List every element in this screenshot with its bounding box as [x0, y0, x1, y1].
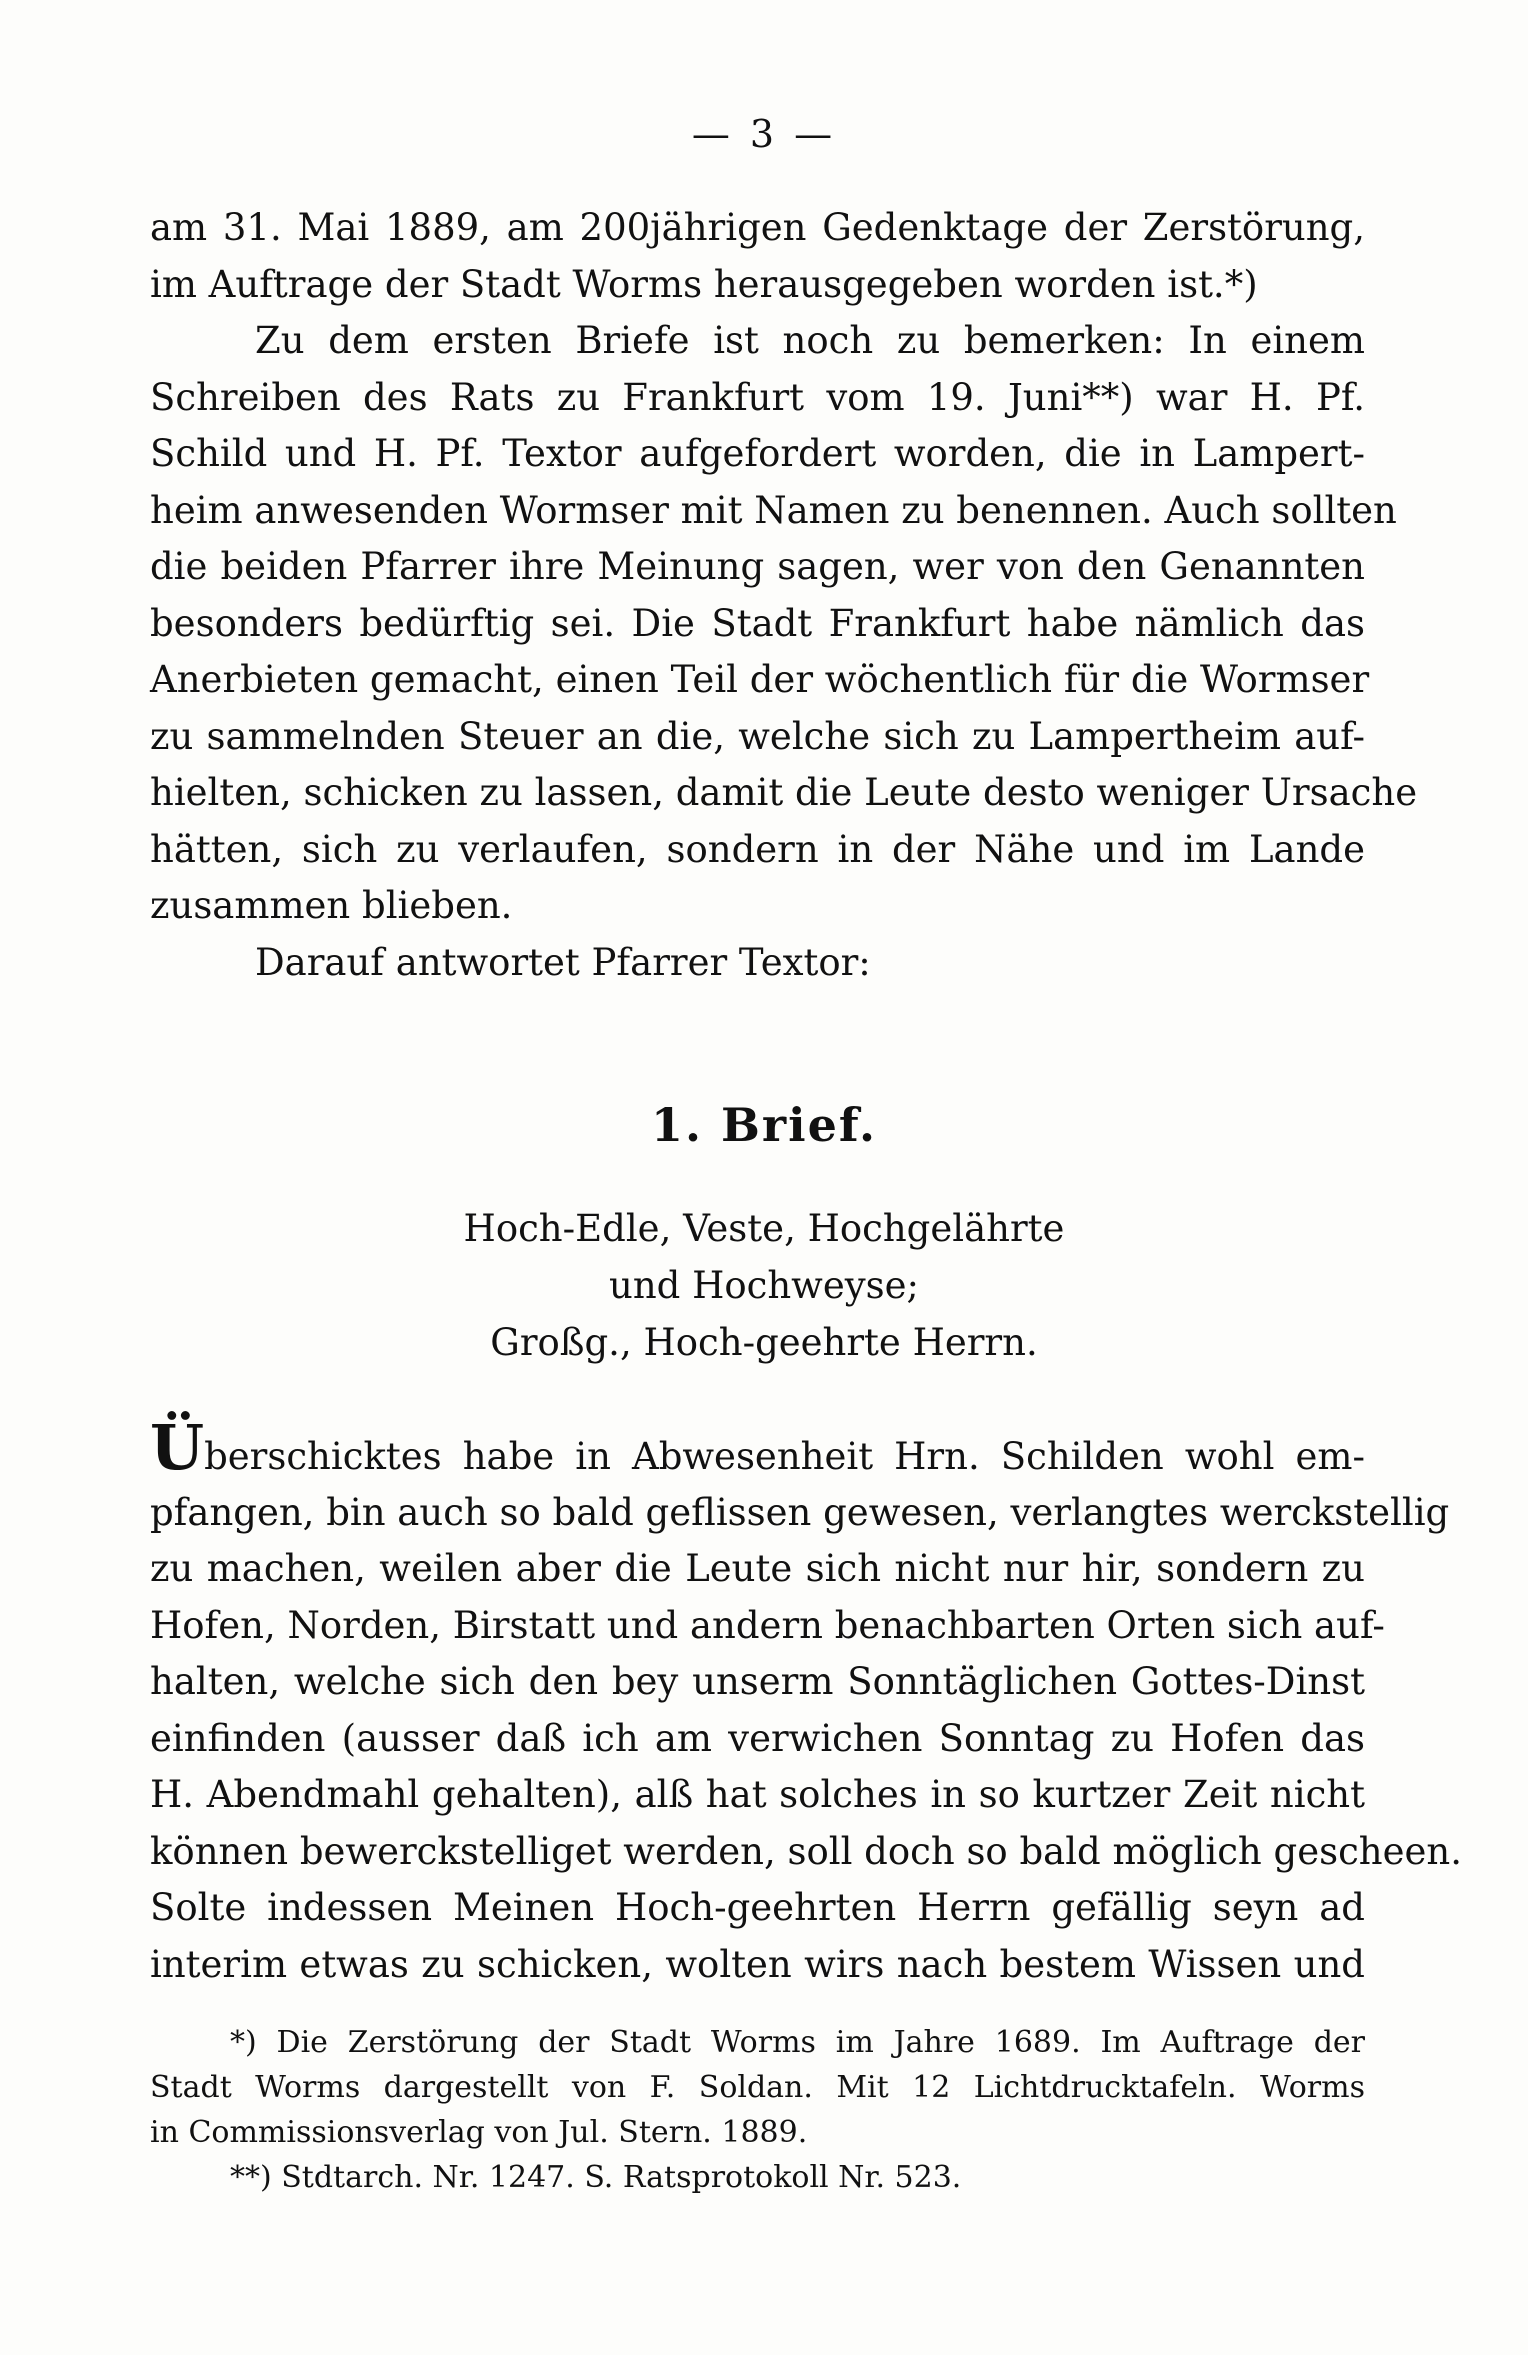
- text-line: Anerbieten gemacht, einen Teil der wöchentlich für die Wormser: [150, 658, 1370, 701]
- letter-body: [150, 1411, 1463, 1993]
- footnotes: [150, 2020, 1365, 2200]
- footnote-line: **) Stdtarch. Nr. 1247. S. Ratsprotokoll Nr. 523.: [230, 2160, 962, 2195]
- text-line: Darauf antwortet Pfarrer Textor:: [255, 940, 871, 984]
- text-line: halten, welche sich den bey unserm Sonntäglichen Gottes-Dinst: [150, 1660, 1365, 1703]
- first-line-rest: berschicktes habe in Abwesenheit Hrn. Schilden wohl em-: [204, 1435, 1365, 1478]
- letter-heading: 1. Brief.: [650, 1098, 878, 1152]
- text-line: am 31. Mai 1889, am 200jährigen Gedenktage der Zerstörung,: [150, 206, 1365, 249]
- letter-first-line: [150, 1411, 1365, 1485]
- salutation-line: Hoch-Edle, Veste, Hochgelährte: [463, 1207, 1065, 1250]
- page-number: — 3 —: [691, 112, 837, 156]
- text-line: pfangen, bin auch so bald geflissen gewesen, verlangtes werckstellig: [150, 1490, 1450, 1534]
- text-line: Schild und H. Pf. Textor aufgefordert worden, die in Lampert-: [150, 432, 1365, 475]
- text-line: heim anwesenden Wormser mit Namen zu benennen. Auch sollten: [150, 488, 1397, 532]
- text-line: hielten, schicken zu lassen, damit die Leute desto weniger Ursache: [150, 771, 1418, 814]
- text-line: besonders bedürftig sei. Die Stadt Frankfurt habe nämlich das: [150, 601, 1365, 645]
- text-line: Zu dem ersten Briefe ist noch zu bemerken: In einem: [255, 319, 1365, 362]
- text-line: im Auftrage der Stadt Worms herausgegeben worden ist.*): [150, 262, 1258, 306]
- text-line: Solte indessen Meinen Hoch-geehrten Herrn gefällig seyn ad: [150, 1886, 1365, 1929]
- letter-salutation: [0, 1200, 1528, 1371]
- text-line: zusammen blieben.: [150, 884, 513, 927]
- text-line: Hofen, Norden, Birstatt und andern benachbarten Orten sich auf-: [150, 1603, 1385, 1647]
- text-line: die beiden Pfarrer ihre Meinung sagen, wer von den Genannten: [150, 545, 1365, 588]
- intro-text: [150, 200, 1418, 991]
- footnote-line: *) Die Zerstörung der Stadt Worms im Jahre 1689. Im Auftrage der: [230, 2025, 1365, 2060]
- text-line: können bewerckstelliget werden, soll doch so bald möglich gescheen.: [150, 1829, 1463, 1873]
- salutation-line: und Hochweyse;: [608, 1264, 920, 1307]
- text-line: interim etwas zu schicken, wolten wirs nach bestem Wissen und: [150, 1942, 1365, 1986]
- footnote-line: in Commissionsverlag von Jul. Stern. 1889.: [150, 2115, 808, 2150]
- text-line: H. Abendmahl gehalten), alß hat solches in so kurtzer Zeit nicht: [150, 1773, 1365, 1816]
- drop-cap: Ü: [150, 1411, 205, 1484]
- text-line: zu sammelnden Steuer an die, welche sich zu Lampertheim auf-: [150, 714, 1365, 758]
- text-line: Schreiben des Rats zu Frankfurt vom 19. Juni**) war H. Pf.: [150, 375, 1365, 419]
- text-line: einfinden (ausser daß ich am verwichen Sonntag zu Hofen das: [150, 1716, 1365, 1760]
- text-line: hätten, sich zu verlaufen, sondern in der Nähe und im Lande: [150, 827, 1365, 871]
- footnote-line: Stadt Worms dargestellt von F. Soldan. Mit 12 Lichtdrucktafeln. Worms: [150, 2070, 1365, 2105]
- salutation-line: Großg., Hoch-geehrte Herrn.: [490, 1321, 1038, 1364]
- text-line: zu machen, weilen aber die Leute sich nicht nur hir, sondern zu: [150, 1547, 1365, 1590]
